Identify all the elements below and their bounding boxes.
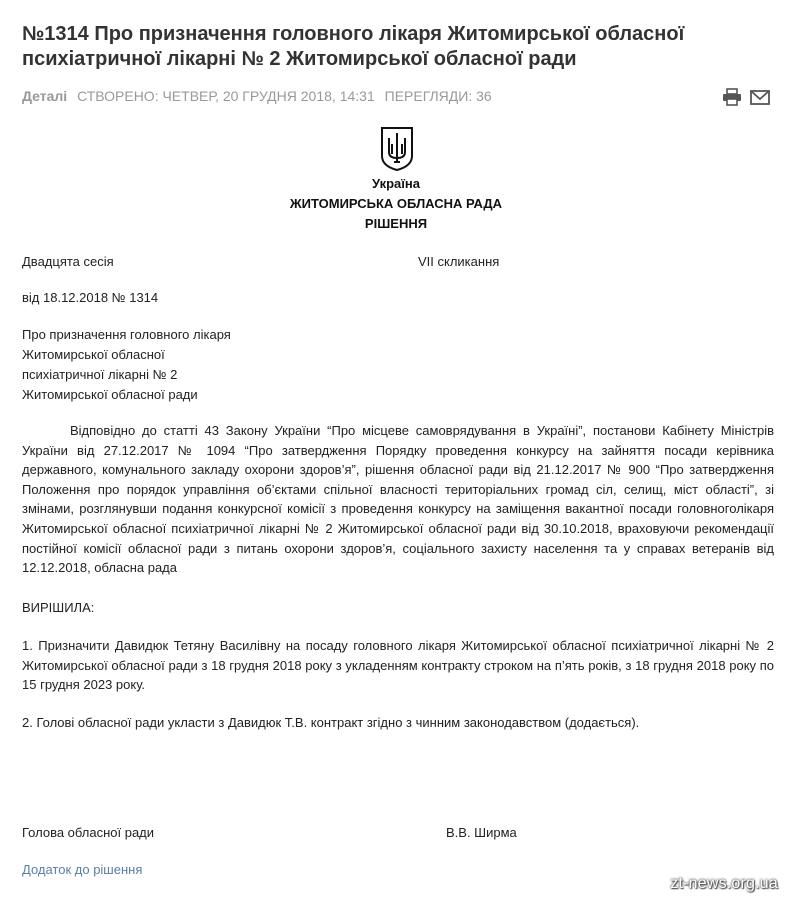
- document-council: ЖИТОМИРСЬКА ОБЛАСНА РАДА: [289, 196, 503, 211]
- print-icon[interactable]: [722, 88, 742, 106]
- session-label: Двадцята сесія: [22, 254, 114, 269]
- document-type: РІШЕННЯ: [364, 216, 428, 231]
- subject-line: Про призначення головного лікаря: [22, 327, 231, 342]
- article-actions: [722, 88, 770, 106]
- preamble-paragraph: Відповідно до статті 43 Закону України “Про місцеве самоврядування в Україні”, постанови Кабінету Міністрів України від 27.12.2017 № 1094 “Про затвердження Порядку проведення конкурсу на зайняття посади керівника державного, комунального закладу охорони здоров’я”, рішення обласної ради від 21.12.2017 № 900 “Про затвердження Положення про порядок управління об’єктами спільної власності територіальних громад сіл, селищ, міст області”, зі змінами, розглянувши подання конкурсної комісії з проведення конкурсу на заміщення вакантної посади головноголікаря Житомирської обласної психіатричної лікарні № 2 Житомирської обласної ради від 30.10.2018, враховуючи рекомендації постійної комісії обласної ради з питань охорони здоров’я, соціального захисту населення та у справах ветеранів від 12.12.2018, обласна рада: [22, 423, 774, 576]
- details-label: Деталі: [22, 88, 68, 104]
- signature-position: Голова обласної ради: [22, 825, 155, 840]
- attachment-link[interactable]: Додаток до рішення: [22, 862, 143, 877]
- resolved-heading: ВИРІШИЛА:: [22, 600, 95, 615]
- subject-line: Житомирської обласної ради: [22, 387, 198, 402]
- created-date: СТВОРЕНО: ЧЕТВЕР, 20 ГРУДНЯ 2018, 14:31: [77, 88, 375, 104]
- watermark-text: zt-news.org.ua: [670, 875, 778, 892]
- convocation-label: VII скликання: [418, 254, 500, 269]
- decision-item-2: 2. Голові обласної ради укласти з Давидюк Т.В. контракт згідно з чинним законодавством (додається).: [22, 715, 640, 730]
- page-title: №1314 Про призначення головного лікаря Житомирської обласної психіатричної лікарні № 2 Житомирської обласної ради: [22, 23, 685, 70]
- views-count: ПЕРЕГЛЯДИ: 36: [384, 88, 492, 104]
- email-icon[interactable]: [750, 88, 770, 106]
- signature-name: В.В. Ширма: [446, 825, 517, 840]
- subject-line: психіатричної лікарні № 2: [22, 367, 178, 382]
- decision-item-1: 1. Призначити Давидюк Тетяну Василівну на посаду головного лікаря Житомирської обласної психіатричної лікарні № 2 Житомирської обласної ради з 18 грудня 2018 року з укладенням контракту строком на п’ять років, з 18 грудня 2018 року по 15 грудня 2023 року.: [22, 638, 774, 693]
- article-meta: [22, 88, 498, 104]
- coat-of-arms-icon: [380, 126, 414, 172]
- document-country: Україна: [371, 176, 420, 191]
- decision-date-number: від 18.12.2018 № 1314: [22, 290, 159, 305]
- subject-line: Житомирської обласної: [22, 347, 165, 362]
